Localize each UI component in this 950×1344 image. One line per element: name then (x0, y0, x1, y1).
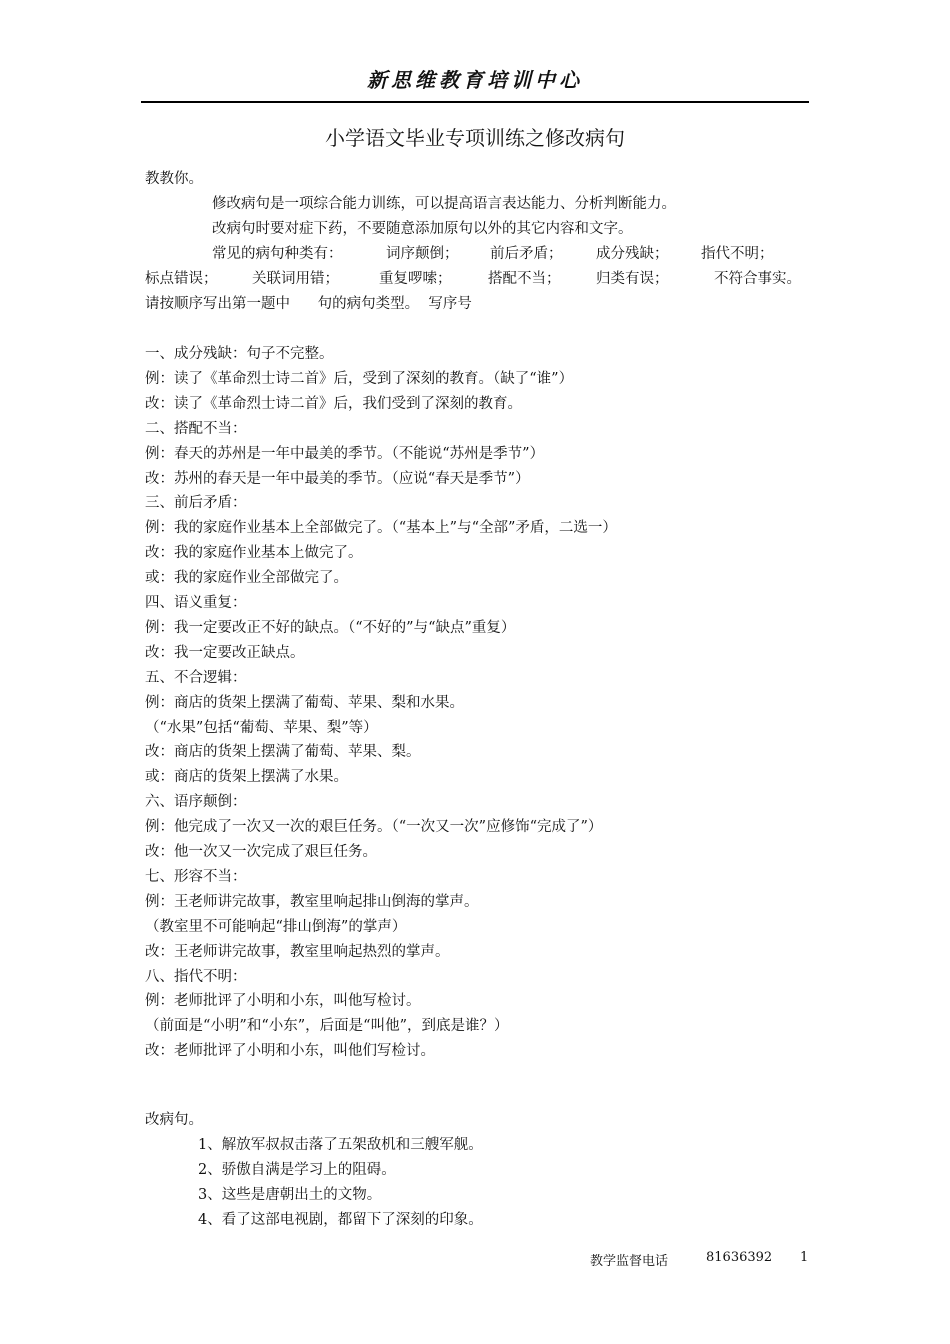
header-rule (141, 101, 809, 103)
type-item: 关联词用错； (252, 271, 339, 287)
type-item: 重复啰嗦； (379, 271, 452, 287)
section-line: 六、语序颠倒： (145, 794, 247, 811)
section-line: 例：春天的苏州是一年中最美的季节。（不能说“苏州是季节”） (145, 445, 545, 462)
header-org-name: 新思维教育培训中心 (367, 68, 583, 92)
section-line: 例：商店的货架上摆满了葡萄、苹果、梨和水果。 (145, 694, 464, 711)
section-line: 例：我一定要改正不好的缺点。（“不好的”与“缺点”重复） (145, 619, 516, 636)
type-item: 不符合事实。 (714, 271, 801, 287)
section-line: 一、成分残缺：句子不完整。 (145, 346, 334, 362)
exercise-item: 3、这些是唐朝出土的文物。 (198, 1187, 382, 1203)
section-line: 改：读了《革命烈士诗二首》后，我们受到了深刻的教育。 (145, 395, 522, 412)
intro-paragraph-2: 改病句时要对症下药，不要随意添加原句以外的其它内容和文字。 (212, 221, 633, 237)
section-line: 五、不合逻辑： (145, 669, 247, 686)
section-line: 三、前后矛盾： (145, 495, 247, 512)
section-line: 二、搭配不当： (145, 420, 247, 437)
instruction-line: 请按顺序写出第一题中 句的病句类型。 写序号 (145, 296, 472, 312)
section-line: 四、语义重复： (145, 595, 247, 611)
footer-phone: 81636392 (706, 1250, 773, 1265)
section-line: 改：老师批评了小明和小东，叫他们写检讨。 (145, 1043, 435, 1060)
type-item: 成分残缺； (596, 246, 669, 262)
section-line: 例：读了《革命烈士诗二首》后，受到了深刻的教育。（缺了“谁”） (145, 370, 574, 387)
section-line: 或：我的家庭作业全部做完了。 (145, 570, 348, 587)
section-line: （前面是“小明”和“小东”，后面是“叫他”，到底是谁？） (145, 1018, 509, 1035)
section-line: 八、指代不明： (145, 968, 247, 985)
footer-label: 教学监督电话 (590, 1254, 669, 1269)
footer-page-number: 1 (800, 1250, 809, 1265)
intro-heading: 教教你。 (145, 171, 203, 187)
section-line: 例：我的家庭作业基本上全部做完了。（“基本上”与“全部”矛盾，二选一） (145, 520, 617, 537)
section-line: 七、形容不当： (145, 868, 247, 885)
section-line: （教室里不可能响起“排山倒海”的掌声） (145, 918, 407, 935)
type-item: 指代不明； (701, 246, 774, 262)
section-line: （“水果”包括“葡萄、苹果、梨”等） (145, 719, 378, 736)
type-item: 搭配不当； (488, 271, 561, 287)
types-lead: 常见的病句种类有： (212, 246, 343, 262)
type-item: 归类有误； (596, 271, 669, 287)
type-item: 词序颠倒； (386, 246, 459, 262)
exercise-item: 1、解放军叔叔击落了五架敌机和三艘军舰。 (198, 1137, 483, 1153)
type-item: 标点错误； (145, 271, 218, 287)
exercise-item: 2、骄傲自满是学习上的阻碍。 (198, 1162, 396, 1178)
section-line: 改：我一定要改正缺点。 (145, 644, 305, 661)
section-line: 改：他一次又一次完成了艰巨任务。 (145, 844, 377, 860)
section-line: 改：我的家庭作业基本上做完了。 (145, 545, 363, 562)
section-line: 例：老师批评了小明和小东，叫他写检讨。 (145, 993, 421, 1010)
intro-paragraph-1: 修改病句是一项综合能力训练，可以提高语言表达能力、分析判断能力。 (212, 196, 676, 212)
section-line: 改：商店的货架上摆满了葡萄、苹果、梨。 (145, 744, 421, 761)
exercise-heading: 改病句。 (145, 1112, 203, 1128)
section-line: 例：他完成了一次又一次的艰巨任务。（“一次又一次”应修饰“完成了”） (145, 819, 603, 836)
section-line: 改：苏州的春天是一年中最美的季节。（应说“春天是季节”） (145, 470, 530, 487)
exercise-item: 4、看了这部电视剧，都留下了深刻的印象。 (198, 1212, 483, 1228)
section-line: 或：商店的货架上摆满了水果。 (145, 769, 348, 786)
section-line: 例：王老师讲完故事，教室里响起排山倒海的掌声。 (145, 893, 479, 910)
page-title: 小学语文毕业专项训练之修改病句 (325, 126, 625, 150)
type-item: 前后矛盾； (490, 246, 563, 262)
section-line: 改：王老师讲完故事，教室里响起热烈的掌声。 (145, 943, 450, 960)
